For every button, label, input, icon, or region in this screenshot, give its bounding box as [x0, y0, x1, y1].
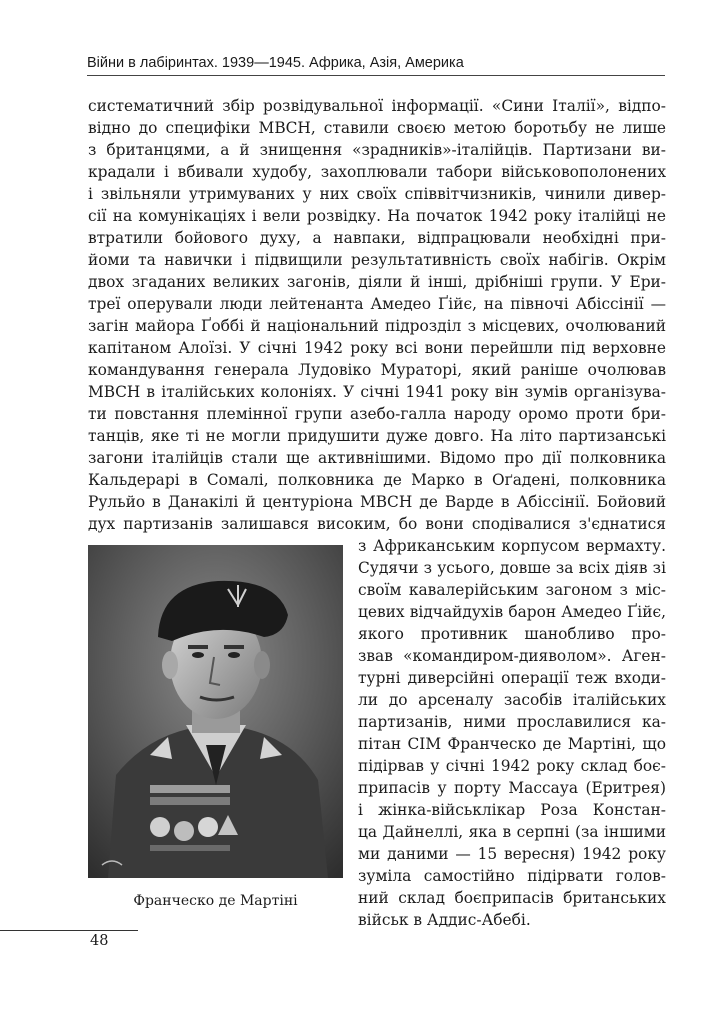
body-line: дух партизанів залишався високим, бо вони сподівалися з'єднатися [88, 515, 666, 533]
body-line: загін майора Ґоббі й національний підрозділ з місцевих, очолюваний [88, 317, 666, 335]
body-line: відно до специфіки МВСН, ставили своєю метою боротьбу не лише [88, 119, 666, 137]
body-line: втратили бойового духу, а навпаки, відпрацювали необхідні при- [88, 229, 666, 247]
body-line: йоми та навички і підвищили результативність своїх набігів. Окрім [88, 251, 666, 269]
wrap-line: партизанів, ними прославилися ка- [358, 713, 666, 731]
wrap-line: ми даними — 15 вересня) 1942 року [358, 845, 666, 863]
portrait-photo [88, 545, 343, 878]
wrap-line: Судячи з усього, довше за всіх діяв зі [358, 559, 666, 577]
wrap-line: якого противник шанобливо про- [358, 625, 666, 643]
body-line: Рульйо в Данакілі й центуріона МВСН де Варде в Абіссінії. Бойовий [88, 493, 666, 511]
body-line: загони італійців стали ще активнішими. Відомо про дії полковника [88, 449, 666, 467]
body-line: треї оперували люди лейтенанта Амедео Ґійє, на півночі Абіссінії — [88, 295, 666, 313]
wrap-line: ли до арсеналу засобів італійських [358, 691, 666, 709]
body-line: командування генерала Лудовіко Мураторі, який раніше очолював [88, 361, 666, 379]
footer-rule [0, 930, 138, 931]
body-line: і звільняли утримуваних у них своїх співвітчизників, чинили дивер- [88, 185, 666, 203]
page-number: 48 [90, 933, 109, 949]
wrap-line: пітан СІМ Франческо де Мартіні, що [358, 735, 666, 753]
body-line: капітаном Алоїзі. У січні 1942 року всі вони перейшли під верховне [88, 339, 666, 357]
header-rule [87, 75, 665, 76]
wrap-line: звав «командиром-дияволом». Аген- [358, 647, 666, 665]
wrap-line: турні диверсійні операції теж входи- [358, 669, 666, 687]
body-line: крадали і вбивали худобу, захоплювали табори військовополонених [88, 163, 666, 181]
wrap-line: військ в Аддис-Абебі. [358, 911, 531, 929]
wrap-line: цевих відчайдухів барон Амедео Ґійє, [358, 603, 666, 621]
wrap-line: припасів у порту Массауа (Еритрея) [358, 779, 666, 797]
wrap-line: зуміла самостійно підірвати голов- [358, 867, 666, 885]
body-line: з британцями, а й знищення «зрадників»-італійців. Партизани ви- [88, 141, 666, 159]
wrap-line: підірвав у січні 1942 року склад боє- [358, 757, 666, 775]
wrap-line: ний склад боєприпасів британських [358, 889, 666, 907]
running-head: Війни в лабіринтах. 1939—1945. Африка, Азія, Америка [87, 55, 464, 71]
body-line: двох згаданих великих загонів, діяли й інші, дрібніші групи. У Ери- [88, 273, 666, 291]
body-line: ти повстання племінної групи азебо-галла народу оромо проти бри- [88, 405, 666, 423]
body-line: танців, яке ті не могли придушити дуже довго. На літо партизанські [88, 427, 666, 445]
body-line: МВСН в італійських колоніях. У січні 1941 року він зумів організува- [88, 383, 666, 401]
wrap-line: своїм кавалерійським загоном з міс- [358, 581, 666, 599]
wrap-line: і жінка-військлікар Роза Констан- [358, 801, 666, 819]
wrap-line: ца Дайнеллі, яка в серпні (за іншими [358, 823, 666, 841]
photo-caption: Франческо де Мартіні [133, 893, 298, 909]
body-line: сії на комунікаціях і вели розвідку. На початок 1942 року італійці не [88, 207, 666, 225]
body-line: систематичний збір розвідувальної інформації. «Сини Італії», відпо- [88, 97, 666, 115]
body-line: Кальдерарі в Сомалі, полковника де Марко в Оґадені, полковника [88, 471, 666, 489]
wrap-line: з Африканським корпусом вермахту. [358, 537, 666, 555]
